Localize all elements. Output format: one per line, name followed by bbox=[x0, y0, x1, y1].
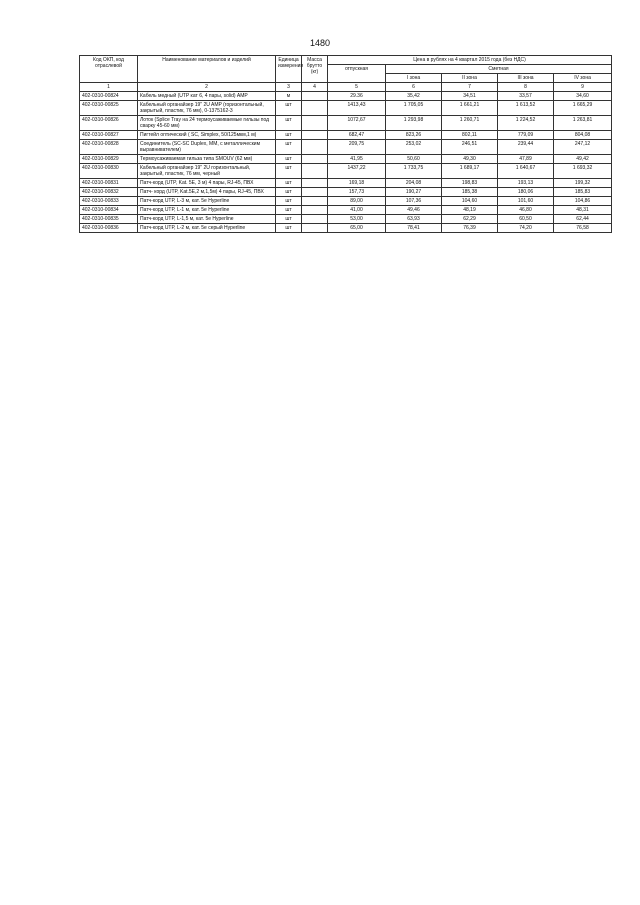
row-zone4-price: 104,86 bbox=[554, 197, 612, 206]
row-name: Термоусаживаемая гильза типа SMOUV (62 мм) bbox=[138, 155, 276, 164]
row-mass bbox=[302, 179, 328, 188]
row-unit: шт bbox=[276, 155, 302, 164]
header-zone4: IV зона bbox=[554, 74, 612, 83]
row-zone4-price: 1 693,32 bbox=[554, 164, 612, 179]
row-zone3-price: 101,60 bbox=[498, 197, 554, 206]
table-row bbox=[80, 197, 612, 206]
row-zone2-price: 76,39 bbox=[442, 224, 498, 233]
header-unit: Единица измерения bbox=[276, 56, 302, 83]
row-code: 402-0310-00833 bbox=[80, 197, 138, 206]
row-unit: шт bbox=[276, 140, 302, 155]
row-code: 402-0310-00827 bbox=[80, 131, 138, 140]
row-code: 402-0310-00824 bbox=[80, 92, 138, 101]
row-zone4-price: 247,12 bbox=[554, 140, 612, 155]
row-zone4-price: 76,58 bbox=[554, 224, 612, 233]
row-zone2-price: 185,38 bbox=[442, 188, 498, 197]
table-row bbox=[80, 164, 612, 179]
row-release-price: 157,73 bbox=[328, 188, 386, 197]
row-code: 402-0310-00832 bbox=[80, 188, 138, 197]
row-mass bbox=[302, 140, 328, 155]
row-release-price: 41,95 bbox=[328, 155, 386, 164]
header-code: Код ОКП, код отраслевой bbox=[80, 56, 138, 83]
row-zone1-price: 1 733,75 bbox=[386, 164, 442, 179]
row-mass bbox=[302, 215, 328, 224]
row-code: 402-0310-00834 bbox=[80, 206, 138, 215]
row-code: 402-0310-00836 bbox=[80, 224, 138, 233]
row-zone3-price: 74,20 bbox=[498, 224, 554, 233]
row-release-price: 1072,67 bbox=[328, 116, 386, 131]
column-number: 3 bbox=[276, 83, 302, 92]
row-unit: шт bbox=[276, 164, 302, 179]
price-table-body bbox=[80, 92, 612, 233]
row-zone4-price: 48,31 bbox=[554, 206, 612, 215]
column-number: 8 bbox=[498, 83, 554, 92]
header-price-group: Цена в рублях на 4 квартал 2015 года (без НДС) bbox=[328, 56, 612, 65]
header-release: отпускная bbox=[328, 65, 386, 83]
row-zone4-price: 199,32 bbox=[554, 179, 612, 188]
header-estimate: Сметная bbox=[386, 65, 612, 74]
row-name: Патч- корд (UTP, Kat.5E,2 м,1,5м) 4 пары, RJ-45, ПВХ bbox=[138, 188, 276, 197]
table-row bbox=[80, 101, 612, 116]
row-release-price: 209,75 bbox=[328, 140, 386, 155]
row-zone3-price: 1 613,52 bbox=[498, 101, 554, 116]
row-release-price: 41,00 bbox=[328, 206, 386, 215]
table-row bbox=[80, 224, 612, 233]
row-name: Патч-корд (UTP, Kat. 5E, 3 м) 4 пары, RJ-45, ПВХ bbox=[138, 179, 276, 188]
row-zone1-price: 78,41 bbox=[386, 224, 442, 233]
column-number: 1 bbox=[80, 83, 138, 92]
row-zone1-price: 1 293,98 bbox=[386, 116, 442, 131]
table-row bbox=[80, 155, 612, 164]
row-zone2-price: 1 661,21 bbox=[442, 101, 498, 116]
row-zone1-price: 50,60 bbox=[386, 155, 442, 164]
column-number: 6 bbox=[386, 83, 442, 92]
row-zone3-price: 46,80 bbox=[498, 206, 554, 215]
row-zone2-price: 198,83 bbox=[442, 179, 498, 188]
row-zone4-price: 804,08 bbox=[554, 131, 612, 140]
row-release-price: 169,18 bbox=[328, 179, 386, 188]
row-unit: шт bbox=[276, 179, 302, 188]
row-code: 402-0310-00826 bbox=[80, 116, 138, 131]
row-release-price: 53,00 bbox=[328, 215, 386, 224]
row-mass bbox=[302, 188, 328, 197]
header-name: Наименование материалов и изделий bbox=[138, 56, 276, 83]
row-unit: шт bbox=[276, 188, 302, 197]
column-number: 2 bbox=[138, 83, 276, 92]
row-mass bbox=[302, 197, 328, 206]
row-name: Патч-корд UTP, L-3 м, кат. 5e Hyperline bbox=[138, 197, 276, 206]
row-zone2-price: 246,51 bbox=[442, 140, 498, 155]
row-zone3-price: 33,57 bbox=[498, 92, 554, 101]
row-mass bbox=[302, 116, 328, 131]
row-code: 402-0310-00829 bbox=[80, 155, 138, 164]
row-name: Кабель медный (UTP кат 6, 4 пары, solid) AMP bbox=[138, 92, 276, 101]
row-zone1-price: 63,93 bbox=[386, 215, 442, 224]
row-unit: шт bbox=[276, 197, 302, 206]
row-code: 402-0310-00828 bbox=[80, 140, 138, 155]
row-unit: шт bbox=[276, 224, 302, 233]
row-name: Патч-корд UTP, L-1 м, кат. 5e Hyperline bbox=[138, 206, 276, 215]
row-mass bbox=[302, 131, 328, 140]
row-zone3-price: 180,06 bbox=[498, 188, 554, 197]
row-zone3-price: 779,09 bbox=[498, 131, 554, 140]
row-zone3-price: 239,44 bbox=[498, 140, 554, 155]
row-zone2-price: 104,60 bbox=[442, 197, 498, 206]
column-number: 5 bbox=[328, 83, 386, 92]
row-zone2-price: 1 689,17 bbox=[442, 164, 498, 179]
row-zone2-price: 48,19 bbox=[442, 206, 498, 215]
column-number-row bbox=[80, 83, 612, 92]
table-row bbox=[80, 92, 612, 101]
row-zone3-price: 60,50 bbox=[498, 215, 554, 224]
column-number: 9 bbox=[554, 83, 612, 92]
price-table bbox=[79, 55, 612, 233]
row-name: Патч-корд UTP, L-1,5 м, кат. 5e Hyperline bbox=[138, 215, 276, 224]
column-number: 4 bbox=[302, 83, 328, 92]
row-zone1-price: 35,42 bbox=[386, 92, 442, 101]
column-number: 7 bbox=[442, 83, 498, 92]
row-zone3-price: 1 224,52 bbox=[498, 116, 554, 131]
row-name: Кабельный органайзер 19" 2U горизонтальный, закрытый, пластик, 76 мм, черный bbox=[138, 164, 276, 179]
row-zone3-price: 1 640,67 bbox=[498, 164, 554, 179]
row-name: Патч-корд UTP, L-2 м, кат. 5e серый Hyperline bbox=[138, 224, 276, 233]
row-release-price: 29.36 bbox=[328, 92, 386, 101]
row-mass bbox=[302, 92, 328, 101]
row-zone4-price: 185,83 bbox=[554, 188, 612, 197]
row-release-price: 89,00 bbox=[328, 197, 386, 206]
row-unit: шт bbox=[276, 131, 302, 140]
row-release-price: 65,00 bbox=[328, 224, 386, 233]
row-zone3-price: 47,89 bbox=[498, 155, 554, 164]
row-unit: шт bbox=[276, 215, 302, 224]
table-row bbox=[80, 188, 612, 197]
row-zone4-price: 34,60 bbox=[554, 92, 612, 101]
row-zone2-price: 1 260,71 bbox=[442, 116, 498, 131]
row-name: Кабельный органайзер 19" 2U AMP (горизонтальный, закрытый, пластик, 76 мм), 0-1375162-3 bbox=[138, 101, 276, 116]
row-code: 402-0310-00831 bbox=[80, 179, 138, 188]
row-unit: шт bbox=[276, 206, 302, 215]
table-row bbox=[80, 206, 612, 215]
page-number: 1480 bbox=[309, 38, 331, 48]
row-zone1-price: 190,27 bbox=[386, 188, 442, 197]
row-mass bbox=[302, 101, 328, 116]
row-release-price: 1413,43 bbox=[328, 101, 386, 116]
row-zone1-price: 49,46 bbox=[386, 206, 442, 215]
row-zone1-price: 1 705,05 bbox=[386, 101, 442, 116]
row-unit: м bbox=[276, 92, 302, 101]
row-zone1-price: 823,26 bbox=[386, 131, 442, 140]
row-release-price: 1437,22 bbox=[328, 164, 386, 179]
row-code: 402-0310-00835 bbox=[80, 215, 138, 224]
row-mass bbox=[302, 155, 328, 164]
row-zone4-price: 1 263,81 bbox=[554, 116, 612, 131]
row-zone4-price: 49,42 bbox=[554, 155, 612, 164]
header-zone3: III зона bbox=[498, 74, 554, 83]
row-name: Пигтейл оптический ( SC, Simplex, 50/125мкм,1 м) bbox=[138, 131, 276, 140]
row-name: Лоток (Splice Tray на 24 термоусаживаемые гильзы под сварку 45-60 мм) bbox=[138, 116, 276, 131]
row-code: 402-0310-00825 bbox=[80, 101, 138, 116]
table-row bbox=[80, 179, 612, 188]
row-name: Соединитель (SC-SC Duplex, MM, с металлическим выравнивателем) bbox=[138, 140, 276, 155]
row-zone4-price: 62,44 bbox=[554, 215, 612, 224]
row-unit: шт bbox=[276, 116, 302, 131]
row-release-price: 682,47 bbox=[328, 131, 386, 140]
row-zone1-price: 253,02 bbox=[386, 140, 442, 155]
header-zone2: II зона bbox=[442, 74, 498, 83]
row-zone2-price: 62,29 bbox=[442, 215, 498, 224]
row-mass bbox=[302, 224, 328, 233]
header-zone1: I зона bbox=[386, 74, 442, 83]
row-zone1-price: 204,08 bbox=[386, 179, 442, 188]
row-unit: шт bbox=[276, 101, 302, 116]
row-zone2-price: 802,11 bbox=[442, 131, 498, 140]
row-zone1-price: 107,36 bbox=[386, 197, 442, 206]
row-mass bbox=[302, 164, 328, 179]
table-row bbox=[80, 215, 612, 224]
row-mass bbox=[302, 206, 328, 215]
row-code: 402-0310-00830 bbox=[80, 164, 138, 179]
table-row bbox=[80, 140, 612, 155]
header-row-1 bbox=[80, 56, 612, 65]
row-zone3-price: 193,13 bbox=[498, 179, 554, 188]
table-row bbox=[80, 131, 612, 140]
row-zone2-price: 34,51 bbox=[442, 92, 498, 101]
row-zone4-price: 1 665,29 bbox=[554, 101, 612, 116]
header-mass: Масса брутто (кг) bbox=[302, 56, 328, 83]
table-row bbox=[80, 116, 612, 131]
row-zone2-price: 49,30 bbox=[442, 155, 498, 164]
